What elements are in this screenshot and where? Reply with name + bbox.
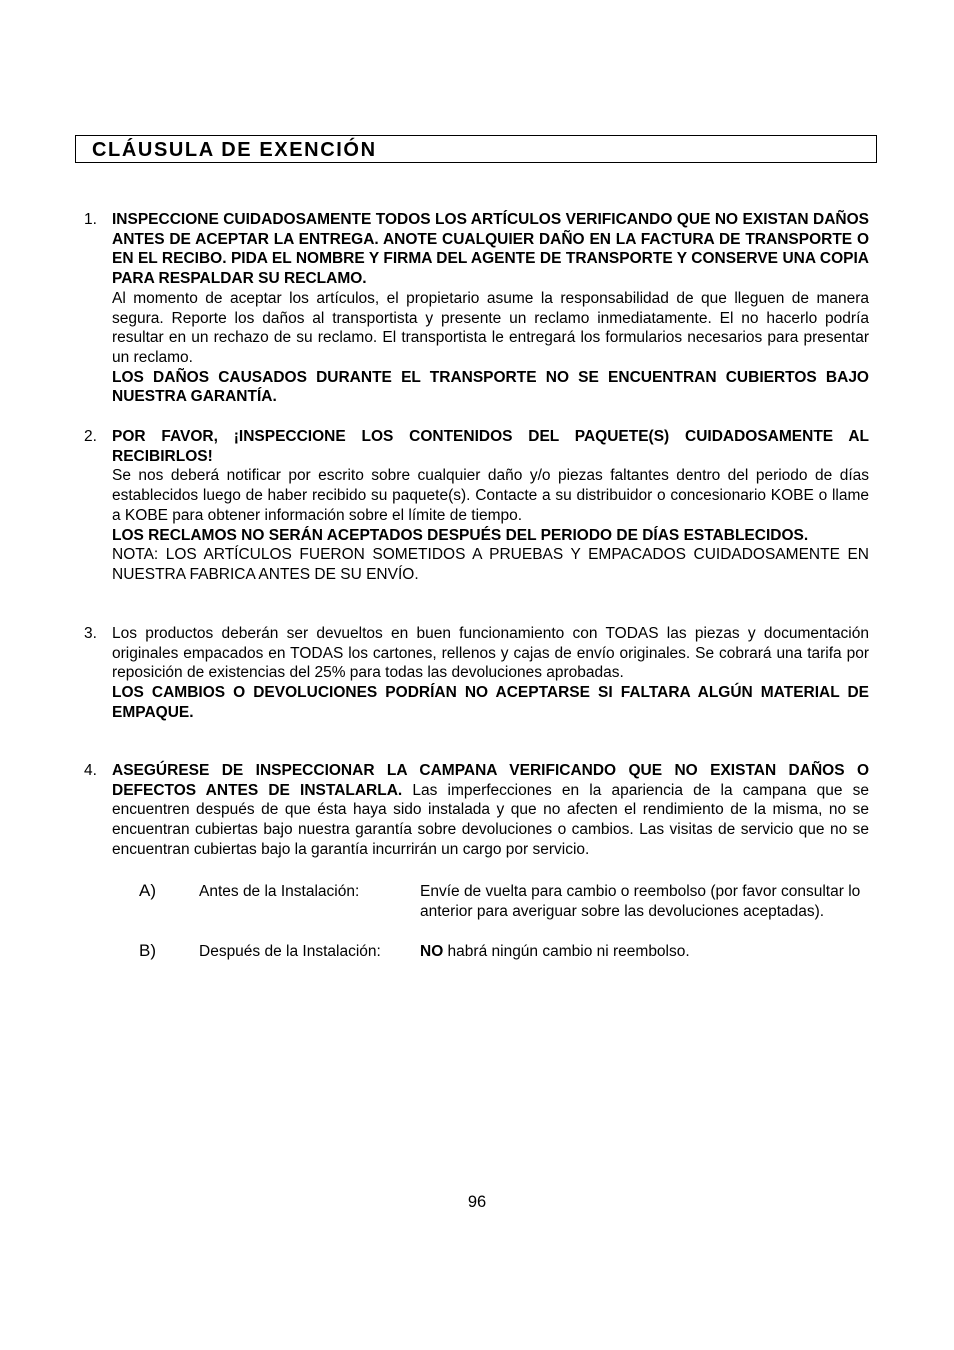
item-body: [112, 761, 869, 860]
page-title: CLÁUSULA DE EXENCIÓN: [92, 139, 377, 161]
item-text: Se nos deberá notificar por escrito sobre cualquier daño y/o piezas faltantes dentro del periodo de días establecidos luego de haber recibido su paquete(s). Contacte a su distribuidor o concesionario KOBE o llame a KOBE para obtener información sobre el límite de tiempo.: [112, 467, 869, 524]
item-warning: LOS RECLAMOS NO SERÁN ACEPTADOS DESPUÉS DEL PERIODO DE DÍAS ESTABLECIDOS.: [112, 526, 809, 544]
item-number: 4.: [84, 762, 97, 779]
item-heading: POR FAVOR, ¡INSPECCIONE LOS CONTENIDOS DEL PAQUETE(S) CUIDADOSAMENTE AL RECIBIRLOS!: [112, 428, 869, 465]
item-number: 1.: [84, 211, 97, 228]
item-warning: LOS DAÑOS CAUSADOS DURANTE EL TRANSPORTE NO SE ENCUENTRAN CUBIERTOS BAJO NUESTRA GARANTÍA.: [112, 368, 869, 406]
sub-item-text: habrá ningún cambio ni reembolso.: [443, 943, 690, 960]
item-heading: INSPECCIONE CUIDADOSAMENTE TODOS LOS ARTÍCULOS VERIFICANDO QUE NO EXISTAN DAÑOS ANTES DE ACEPTAR LA ENTREGA. ANOTE CUALQUIER DAÑO EN LA FACTURA DE TRANSPORTE O EN EL RECIBO. PIDA EL NOMBRE Y FIRMA DEL AGENTE DE TRANSPORTE Y CONSERVE UNA COPIA PARA RESPALDAR SU RECLAMO.: [112, 211, 869, 288]
sub-item-text-b: [420, 942, 870, 962]
sub-item-letter-a: A): [139, 881, 156, 900]
item-number: 2.: [84, 428, 97, 445]
item-note: NOTA: LOS ARTÍCULOS FUERON SOMETIDOS A PRUEBAS Y EMPACADOS CUIDADOSAMENTE EN NUESTRA FABRICA ANTES DE SU ENVÍO.: [112, 546, 869, 583]
item-paragraph: [112, 761, 869, 860]
item-heading: ASEGÚRESE DE INSPECCIONAR LA CAMPANA VERIFICANDO QUE NO EXISTAN DAÑOS O DEFECTOS ANTES DE INSTALARLA.: [112, 762, 869, 799]
item-text: Al momento de aceptar los artículos, el propietario asume la responsabilidad de que lleguen de manera segura. Reporte los daños al transportista y presente un reclamo inmediatamente. El no hacerlo podría resultar en un rechazo de su reclamo. El transportista le entregará los formularios necesarios para presentar un reclamo.: [112, 289, 869, 366]
item-text: Los productos deberán ser devueltos en buen funcionamiento con TODAS las piezas y documentación originales empacados en TODAS los cartones, rellenos y cajas de envío originales. Se cobrará una tarifa por reposición de existencias del 25% para todas las devoluciones aprobadas.: [112, 625, 869, 682]
emphasis-no: NO: [420, 943, 444, 960]
page-number: 96: [467, 1193, 487, 1211]
section-title-box: [75, 135, 877, 163]
sub-item-letter-b: B): [139, 941, 156, 960]
item-warning: LOS CAMBIOS O DEVOLUCIONES PODRÍAN NO ACEPTARSE SI FALTARA ALGÚN MATERIAL DE EMPAQUE.: [112, 684, 869, 721]
sub-item-label-b: Después de la Instalación:: [199, 943, 381, 960]
sub-item-text-a: Envíe de vuelta para cambio o reembolso (por favor consultar lo anterior para averiguar sobre las devoluciones aceptadas).: [420, 883, 861, 920]
item-text: Las imperfecciones en la apariencia de la campana que se encuentren después de que ésta haya sido instalada y que no afecten el rendimiento de la misma, no se encuentran cubiertas bajo nuestra garantía sobre devoluciones o cambios. Las visitas de servicio que no se encuentran cubiertas bajo la garantía incurrirán un cargo por servicio.: [112, 781, 870, 858]
item-body: [112, 427, 869, 585]
item-body: [112, 624, 869, 723]
item-number: 3.: [84, 625, 97, 642]
sub-item-label-a: Antes de la Instalación:: [199, 883, 360, 900]
item-body: [112, 210, 869, 407]
